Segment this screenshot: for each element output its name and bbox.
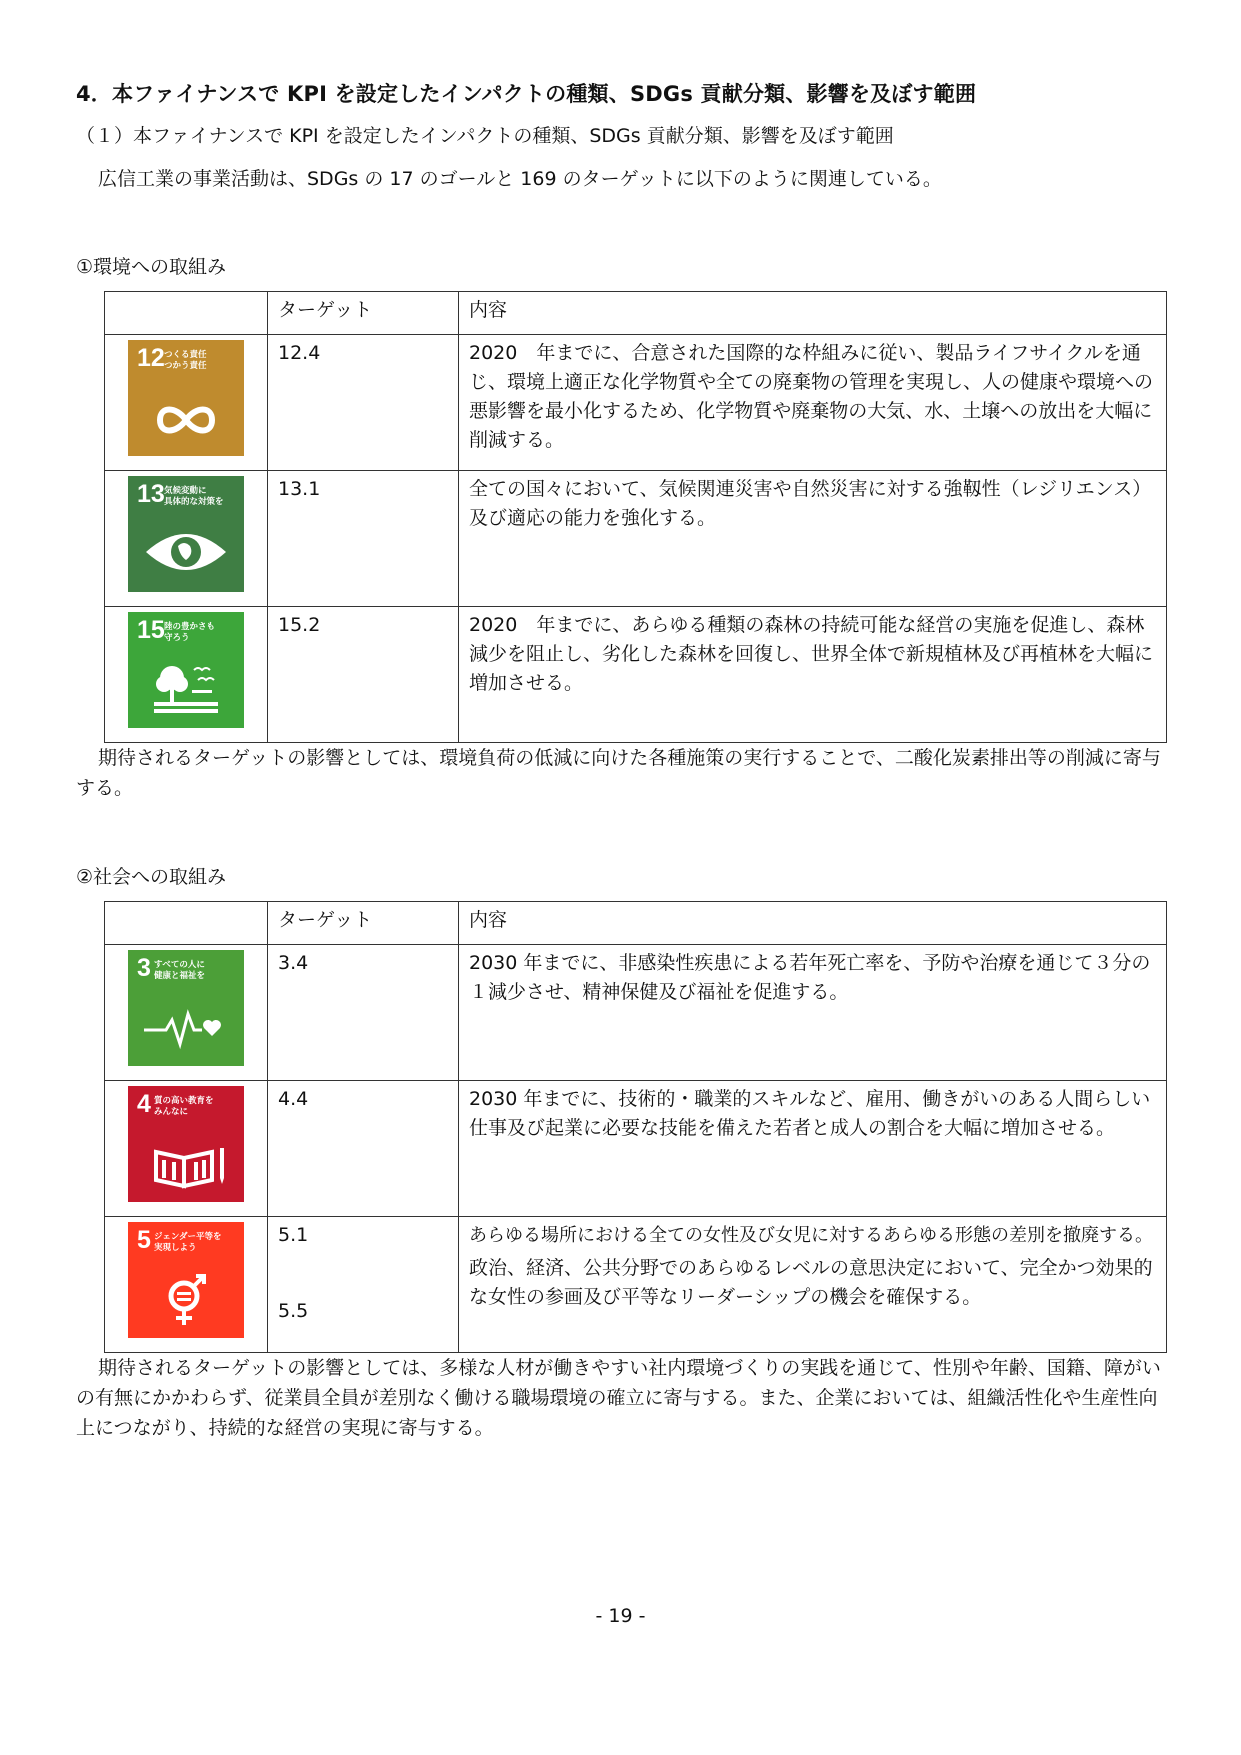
header-target: ターゲット [278, 299, 373, 321]
target-code: 13.1 [278, 478, 321, 500]
intro-paragraph: 広信工業の事業活動は、SDGs の 17 のゴールと 169 のターゲットに以下のように関連している。 [98, 168, 942, 190]
table-row [105, 335, 1167, 471]
environment-table [104, 291, 1167, 743]
target-content: 2030 年までに、非感染性疾患による若年死亡率を、予防や治療を通じて３分の１減少させ、精神保健及び福祉を促進する。 [469, 952, 1151, 1003]
environment-note: 期待されるターゲットの影響としては、環境負荷の低減に向けた各種施策の実行することで、二酸化炭素排出等の削減に寄与する。 [76, 747, 1161, 799]
society-title: ②社会への取組み [76, 866, 227, 888]
table-row [105, 1081, 1167, 1217]
header-icon-cell [105, 902, 268, 945]
header-content: 内容 [469, 909, 508, 931]
environment-title: ①環境への取組み [76, 256, 227, 278]
sdg-4-icon: 4 質の高い教育を みんなに [128, 1086, 244, 1202]
table-header-row [105, 902, 1167, 945]
target-code: 15.2 [278, 614, 321, 636]
target-code: 5.1 [278, 1224, 309, 1246]
sdg-13-icon: 13 気候変動に 具体的な対策を [128, 476, 244, 592]
header-icon-cell [105, 292, 268, 335]
header-content: 内容 [469, 299, 508, 321]
target-code: 3.4 [278, 952, 309, 974]
header-target: ターゲット [278, 909, 373, 931]
target-code: 4.4 [278, 1088, 309, 1110]
table-row [105, 945, 1167, 1081]
sdg-3-icon: 3 すべての人に 健康と福祉を [128, 950, 244, 1066]
society-table [104, 901, 1167, 1353]
target-content: あらゆる場所における全ての女性及び女児に対するあらゆる形態の差別を撤廃する。 [469, 1225, 1153, 1246]
target-content: 2030 年までに、技術的・職業的スキルなど、雇用、働きがいのある人間らしい仕事及び起業に必要な技能を備えた若者と成人の割合を大幅に増加させる。 [469, 1088, 1151, 1139]
table-row [105, 607, 1167, 743]
sdg-15-icon: 15 陸の豊かさも 守ろう [128, 612, 244, 728]
target-content-2: 政治、経済、公共分野でのあらゆるレベルの意思決定において、完全かつ効果的な女性の参画及び平等なリーダーシップの機会を確保する。 [469, 1257, 1153, 1308]
table-row [105, 1217, 1167, 1353]
subsection-heading: （１）本ファイナンスで KPI を設定したインパクトの種類、SDGs 貢献分類、影響を及ぼす範囲 [76, 125, 894, 147]
sdg-12-icon: 12 つくる責任 つかう責任 [128, 340, 244, 456]
table-header-row [105, 292, 1167, 335]
sdg-5-icon: 5 ジェンダー平等を 実現しよう [128, 1222, 244, 1338]
target-content: 2020 年までに、あらゆる種類の森林の持続可能な経営の実施を促進し、森林減少を阻止し、劣化した森林を回復し、世界全体で新規植林及び再植林を大幅に増加させる。 [469, 614, 1154, 694]
page-number: - 19 - [595, 1605, 646, 1627]
society-note: 期待されるターゲットの影響としては、多様な人材が働きやすい社内環境づくりの実践を通じて、性別や年齢、国籍、障がいの有無にかかわらず、従業員全員が差別なく働ける職場環境の確立に寄与する。また、企業においては、組織活性化や生産性向上につながり、持続的な経営の実現に寄与する。 [76, 1357, 1161, 1439]
target-content: 2020 年までに、合意された国際的な枠組みに従い、製品ライフサイクルを通じ、環境上適正な化学物質や全ての廃棄物の管理を実現し、人の健康や環境への悪影響を最小化するため、化学物質や廃棄物の大気、水、土壌への放出を大幅に削減する。 [469, 342, 1154, 451]
section-heading: 4．本ファイナンスで KPI を設定したインパクトの種類、SDGs 貢献分類、影響を及ぼす範囲 [76, 82, 977, 106]
target-content: 全ての国々において、気候関連災害や自然災害に対する強靱性（レジリエンス）及び適応の能力を強化する。 [469, 478, 1152, 529]
target-code-2: 5.5 [278, 1300, 309, 1322]
table-row [105, 471, 1167, 607]
target-code: 12.4 [278, 342, 321, 364]
